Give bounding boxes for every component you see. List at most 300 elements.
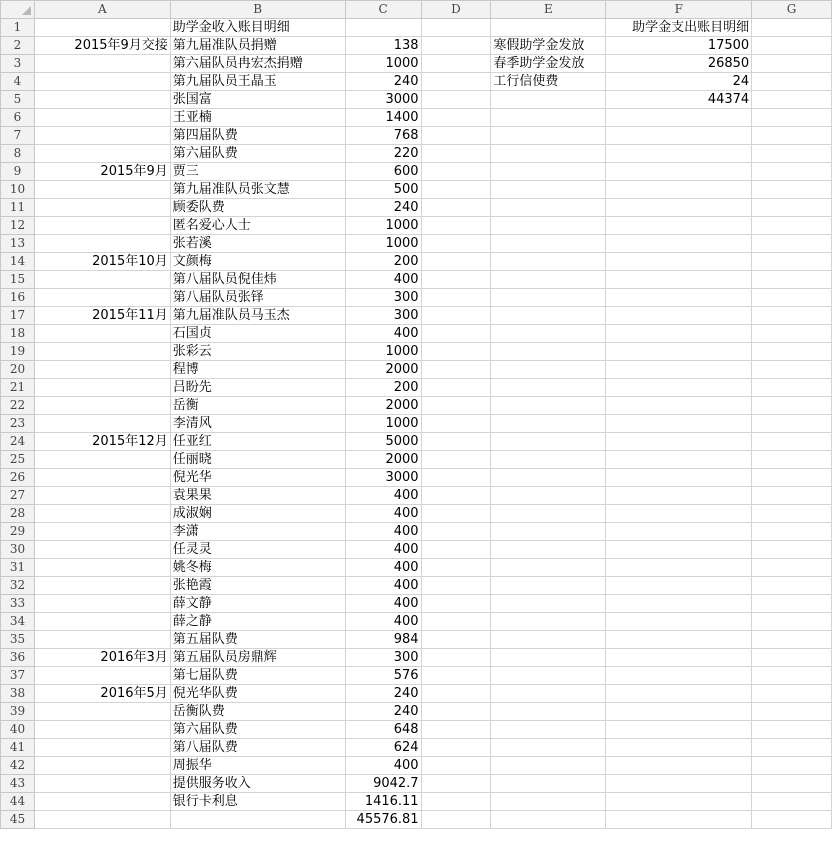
cell-a[interactable]: 2015年11月: [34, 307, 170, 325]
cell-g[interactable]: [752, 667, 832, 685]
cell-d[interactable]: [421, 91, 491, 109]
cell-f[interactable]: 助学金支出账目明细: [606, 19, 752, 37]
cell-f[interactable]: [606, 541, 752, 559]
cell-c[interactable]: 300: [345, 307, 421, 325]
cell-c[interactable]: 400: [345, 325, 421, 343]
cell-g[interactable]: [752, 181, 832, 199]
cell-c[interactable]: 400: [345, 523, 421, 541]
cell-c[interactable]: 2000: [345, 361, 421, 379]
row-header[interactable]: 18: [1, 325, 35, 343]
cell-d[interactable]: [421, 613, 491, 631]
cell-d[interactable]: [421, 253, 491, 271]
cell-b[interactable]: 任灵灵: [170, 541, 345, 559]
cell-g[interactable]: [752, 361, 832, 379]
cell-d[interactable]: [421, 523, 491, 541]
cell-e[interactable]: [491, 667, 606, 685]
cell-g[interactable]: [752, 577, 832, 595]
column-header-d[interactable]: D: [421, 1, 491, 19]
cell-d[interactable]: [421, 469, 491, 487]
row-header[interactable]: 21: [1, 379, 35, 397]
cell-g[interactable]: [752, 685, 832, 703]
cell-g[interactable]: [752, 559, 832, 577]
cell-b[interactable]: 第九届队员王晶玉: [170, 73, 345, 91]
cell-f[interactable]: [606, 757, 752, 775]
cell-g[interactable]: [752, 145, 832, 163]
row-header[interactable]: 38: [1, 685, 35, 703]
cell-a[interactable]: [34, 469, 170, 487]
cell-b[interactable]: 岳衡队费: [170, 703, 345, 721]
cell-b[interactable]: 助学金收入账目明细: [170, 19, 345, 37]
cell-b[interactable]: 倪光华队费: [170, 685, 345, 703]
cell-f[interactable]: [606, 397, 752, 415]
row-header[interactable]: 4: [1, 73, 35, 91]
cell-e[interactable]: [491, 757, 606, 775]
cell-g[interactable]: [752, 631, 832, 649]
cell-f[interactable]: [606, 235, 752, 253]
cell-e[interactable]: [491, 109, 606, 127]
cell-f[interactable]: [606, 649, 752, 667]
cell-g[interactable]: [752, 253, 832, 271]
cell-b[interactable]: 第八届队员张铎: [170, 289, 345, 307]
cell-g[interactable]: [752, 433, 832, 451]
row-header[interactable]: 23: [1, 415, 35, 433]
cell-d[interactable]: [421, 109, 491, 127]
cell-e[interactable]: 寒假助学金发放: [491, 37, 606, 55]
cell-c[interactable]: 3000: [345, 91, 421, 109]
cell-f[interactable]: [606, 127, 752, 145]
cell-a[interactable]: 2016年3月: [34, 649, 170, 667]
row-header[interactable]: 13: [1, 235, 35, 253]
cell-c[interactable]: 400: [345, 595, 421, 613]
cell-a[interactable]: [34, 145, 170, 163]
row-header[interactable]: 28: [1, 505, 35, 523]
cell-e[interactable]: [491, 523, 606, 541]
cell-c[interactable]: 768: [345, 127, 421, 145]
cell-g[interactable]: [752, 199, 832, 217]
row-header[interactable]: 8: [1, 145, 35, 163]
cell-f[interactable]: [606, 469, 752, 487]
cell-e[interactable]: [491, 811, 606, 829]
cell-b[interactable]: 张若溪: [170, 235, 345, 253]
cell-g[interactable]: [752, 469, 832, 487]
cell-b[interactable]: 第八届队员倪佳炜: [170, 271, 345, 289]
cell-c[interactable]: 1000: [345, 343, 421, 361]
cell-g[interactable]: [752, 271, 832, 289]
cell-e[interactable]: [491, 721, 606, 739]
row-header[interactable]: 36: [1, 649, 35, 667]
cell-a[interactable]: [34, 199, 170, 217]
select-all-corner[interactable]: [1, 1, 35, 19]
cell-a[interactable]: [34, 235, 170, 253]
cell-c[interactable]: 240: [345, 685, 421, 703]
cell-c[interactable]: 624: [345, 739, 421, 757]
cell-b[interactable]: 薛之静: [170, 613, 345, 631]
cell-g[interactable]: [752, 487, 832, 505]
cell-a[interactable]: [34, 127, 170, 145]
column-header-c[interactable]: C: [345, 1, 421, 19]
row-header[interactable]: 32: [1, 577, 35, 595]
cell-c[interactable]: 1000: [345, 415, 421, 433]
row-header[interactable]: 39: [1, 703, 35, 721]
cell-g[interactable]: [752, 523, 832, 541]
cell-d[interactable]: [421, 73, 491, 91]
cell-a[interactable]: [34, 703, 170, 721]
cell-d[interactable]: [421, 37, 491, 55]
cell-d[interactable]: [421, 775, 491, 793]
row-header[interactable]: 35: [1, 631, 35, 649]
cell-b[interactable]: 岳衡: [170, 397, 345, 415]
cell-a[interactable]: [34, 811, 170, 829]
cell-g[interactable]: [752, 415, 832, 433]
cell-d[interactable]: [421, 271, 491, 289]
cell-d[interactable]: [421, 685, 491, 703]
cell-a[interactable]: 2015年10月: [34, 253, 170, 271]
cell-d[interactable]: [421, 181, 491, 199]
cell-c[interactable]: 220: [345, 145, 421, 163]
cell-e[interactable]: [491, 559, 606, 577]
row-header[interactable]: 9: [1, 163, 35, 181]
cell-b[interactable]: 第四届队费: [170, 127, 345, 145]
cell-d[interactable]: [421, 415, 491, 433]
cell-c[interactable]: 1400: [345, 109, 421, 127]
cell-e[interactable]: [491, 433, 606, 451]
cell-e[interactable]: 春季助学金发放: [491, 55, 606, 73]
cell-e[interactable]: [491, 739, 606, 757]
cell-c[interactable]: 2000: [345, 397, 421, 415]
cell-d[interactable]: [421, 667, 491, 685]
column-header-e[interactable]: E: [491, 1, 606, 19]
cell-f[interactable]: 44374: [606, 91, 752, 109]
cell-b[interactable]: 成淑娴: [170, 505, 345, 523]
cell-b[interactable]: 张彩云: [170, 343, 345, 361]
cell-e[interactable]: [491, 163, 606, 181]
cell-f[interactable]: [606, 523, 752, 541]
cell-g[interactable]: [752, 127, 832, 145]
row-header[interactable]: 2: [1, 37, 35, 55]
cell-f[interactable]: [606, 739, 752, 757]
cell-b[interactable]: 周振华: [170, 757, 345, 775]
cell-d[interactable]: [421, 649, 491, 667]
cell-d[interactable]: [421, 541, 491, 559]
cell-b[interactable]: 银行卡利息: [170, 793, 345, 811]
cell-d[interactable]: [421, 577, 491, 595]
cell-d[interactable]: [421, 631, 491, 649]
row-header[interactable]: 30: [1, 541, 35, 559]
cell-c[interactable]: 240: [345, 703, 421, 721]
cell-g[interactable]: [752, 343, 832, 361]
cell-e[interactable]: [491, 253, 606, 271]
column-header-a[interactable]: A: [34, 1, 170, 19]
cell-a[interactable]: [34, 613, 170, 631]
cell-a[interactable]: [34, 415, 170, 433]
row-header[interactable]: 16: [1, 289, 35, 307]
row-header[interactable]: 19: [1, 343, 35, 361]
cell-f[interactable]: [606, 595, 752, 613]
cell-d[interactable]: [421, 595, 491, 613]
cell-f[interactable]: [606, 505, 752, 523]
row-header[interactable]: 37: [1, 667, 35, 685]
cell-a[interactable]: [34, 775, 170, 793]
cell-g[interactable]: [752, 595, 832, 613]
row-header[interactable]: 40: [1, 721, 35, 739]
cell-d[interactable]: [421, 217, 491, 235]
cell-f[interactable]: [606, 793, 752, 811]
cell-a[interactable]: [34, 541, 170, 559]
cell-c[interactable]: 400: [345, 541, 421, 559]
cell-d[interactable]: [421, 793, 491, 811]
cell-d[interactable]: [421, 343, 491, 361]
cell-a[interactable]: [34, 451, 170, 469]
cell-e[interactable]: [491, 541, 606, 559]
cell-d[interactable]: [421, 361, 491, 379]
cell-a[interactable]: [34, 271, 170, 289]
column-header-f[interactable]: F: [606, 1, 752, 19]
row-header[interactable]: 3: [1, 55, 35, 73]
cell-f[interactable]: [606, 487, 752, 505]
cell-a[interactable]: [34, 397, 170, 415]
cell-f[interactable]: [606, 811, 752, 829]
cell-c[interactable]: 200: [345, 253, 421, 271]
cell-e[interactable]: 工行信使费: [491, 73, 606, 91]
cell-e[interactable]: [491, 91, 606, 109]
cell-b[interactable]: 第五届队员房鼎辉: [170, 649, 345, 667]
cell-a[interactable]: [34, 595, 170, 613]
cell-f[interactable]: [606, 631, 752, 649]
cell-a[interactable]: [34, 343, 170, 361]
cell-f[interactable]: [606, 703, 752, 721]
cell-e[interactable]: [491, 775, 606, 793]
cell-e[interactable]: [491, 451, 606, 469]
cell-b[interactable]: 石国贞: [170, 325, 345, 343]
cell-c[interactable]: 1000: [345, 55, 421, 73]
cell-a[interactable]: [34, 361, 170, 379]
cell-e[interactable]: [491, 199, 606, 217]
cell-a[interactable]: 2016年5月: [34, 685, 170, 703]
row-header[interactable]: 20: [1, 361, 35, 379]
cell-d[interactable]: [421, 145, 491, 163]
cell-g[interactable]: [752, 811, 832, 829]
cell-b[interactable]: 第六届队费: [170, 145, 345, 163]
cell-e[interactable]: [491, 397, 606, 415]
cell-e[interactable]: [491, 595, 606, 613]
cell-c[interactable]: 2000: [345, 451, 421, 469]
cell-c[interactable]: 648: [345, 721, 421, 739]
cell-e[interactable]: [491, 325, 606, 343]
cell-b[interactable]: 匿名爱心人士: [170, 217, 345, 235]
cell-e[interactable]: [491, 19, 606, 37]
cell-f[interactable]: [606, 145, 752, 163]
cell-d[interactable]: [421, 325, 491, 343]
row-header[interactable]: 33: [1, 595, 35, 613]
cell-b[interactable]: 顾委队费: [170, 199, 345, 217]
cell-a[interactable]: [34, 631, 170, 649]
cell-f[interactable]: [606, 253, 752, 271]
cell-b[interactable]: 文颜梅: [170, 253, 345, 271]
cell-e[interactable]: [491, 469, 606, 487]
cell-f[interactable]: [606, 217, 752, 235]
cell-g[interactable]: [752, 91, 832, 109]
cell-b[interactable]: [170, 811, 345, 829]
cell-d[interactable]: [421, 379, 491, 397]
cell-g[interactable]: [752, 739, 832, 757]
cell-e[interactable]: [491, 181, 606, 199]
cell-c[interactable]: 240: [345, 199, 421, 217]
cell-c[interactable]: 45576.81: [345, 811, 421, 829]
cell-a[interactable]: [34, 109, 170, 127]
row-header[interactable]: 27: [1, 487, 35, 505]
cell-f[interactable]: 17500: [606, 37, 752, 55]
cell-d[interactable]: [421, 163, 491, 181]
cell-e[interactable]: [491, 793, 606, 811]
cell-c[interactable]: 138: [345, 37, 421, 55]
cell-f[interactable]: [606, 667, 752, 685]
cell-g[interactable]: [752, 721, 832, 739]
row-header[interactable]: 12: [1, 217, 35, 235]
cell-g[interactable]: [752, 505, 832, 523]
cell-a[interactable]: [34, 55, 170, 73]
cell-f[interactable]: 24: [606, 73, 752, 91]
cell-a[interactable]: [34, 739, 170, 757]
row-header[interactable]: 24: [1, 433, 35, 451]
row-header[interactable]: 25: [1, 451, 35, 469]
row-header[interactable]: 11: [1, 199, 35, 217]
cell-c[interactable]: 400: [345, 613, 421, 631]
cell-e[interactable]: [491, 631, 606, 649]
cell-f[interactable]: [606, 433, 752, 451]
row-header[interactable]: 31: [1, 559, 35, 577]
cell-g[interactable]: [752, 37, 832, 55]
cell-a[interactable]: [34, 505, 170, 523]
cell-b[interactable]: 薛文静: [170, 595, 345, 613]
row-header[interactable]: 41: [1, 739, 35, 757]
cell-c[interactable]: [345, 19, 421, 37]
cell-g[interactable]: [752, 289, 832, 307]
cell-f[interactable]: [606, 559, 752, 577]
cell-b[interactable]: 第九届准队员捐赠: [170, 37, 345, 55]
cell-d[interactable]: [421, 55, 491, 73]
cell-g[interactable]: [752, 109, 832, 127]
cell-f[interactable]: [606, 721, 752, 739]
cell-d[interactable]: [421, 721, 491, 739]
cell-g[interactable]: [752, 379, 832, 397]
cell-a[interactable]: [34, 91, 170, 109]
row-header[interactable]: 7: [1, 127, 35, 145]
cell-f[interactable]: [606, 613, 752, 631]
cell-a[interactable]: [34, 559, 170, 577]
cell-c[interactable]: 400: [345, 559, 421, 577]
cell-b[interactable]: 第七届队费: [170, 667, 345, 685]
cell-a[interactable]: [34, 19, 170, 37]
cell-b[interactable]: 任亚红: [170, 433, 345, 451]
cell-f[interactable]: [606, 109, 752, 127]
row-header[interactable]: 14: [1, 253, 35, 271]
cell-g[interactable]: [752, 217, 832, 235]
cell-d[interactable]: [421, 505, 491, 523]
cell-a[interactable]: 2015年9月交接: [34, 37, 170, 55]
cell-f[interactable]: [606, 577, 752, 595]
cell-b[interactable]: 姚冬梅: [170, 559, 345, 577]
cell-c[interactable]: 400: [345, 577, 421, 595]
cell-b[interactable]: 第五届队费: [170, 631, 345, 649]
cell-c[interactable]: 1416.11: [345, 793, 421, 811]
cell-f[interactable]: [606, 451, 752, 469]
cell-g[interactable]: [752, 757, 832, 775]
cell-a[interactable]: [34, 325, 170, 343]
cell-a[interactable]: [34, 577, 170, 595]
cell-a[interactable]: [34, 181, 170, 199]
cell-g[interactable]: [752, 163, 832, 181]
cell-e[interactable]: [491, 685, 606, 703]
cell-c[interactable]: 240: [345, 73, 421, 91]
cell-e[interactable]: [491, 505, 606, 523]
cell-f[interactable]: [606, 685, 752, 703]
cell-d[interactable]: [421, 487, 491, 505]
cell-b[interactable]: 张国富: [170, 91, 345, 109]
cell-b[interactable]: 程博: [170, 361, 345, 379]
cell-g[interactable]: [752, 649, 832, 667]
cell-f[interactable]: [606, 199, 752, 217]
cell-d[interactable]: [421, 703, 491, 721]
cell-d[interactable]: [421, 307, 491, 325]
cell-d[interactable]: [421, 451, 491, 469]
cell-b[interactable]: 贾三: [170, 163, 345, 181]
cell-f[interactable]: [606, 181, 752, 199]
cell-g[interactable]: [752, 235, 832, 253]
cell-b[interactable]: 王亚楠: [170, 109, 345, 127]
cell-c[interactable]: 300: [345, 649, 421, 667]
cell-e[interactable]: [491, 613, 606, 631]
cell-d[interactable]: [421, 235, 491, 253]
cell-f[interactable]: [606, 325, 752, 343]
cell-f[interactable]: [606, 379, 752, 397]
cell-d[interactable]: [421, 199, 491, 217]
cell-g[interactable]: [752, 55, 832, 73]
cell-e[interactable]: [491, 361, 606, 379]
row-header[interactable]: 43: [1, 775, 35, 793]
cell-a[interactable]: [34, 793, 170, 811]
cell-g[interactable]: [752, 775, 832, 793]
cell-g[interactable]: [752, 397, 832, 415]
cell-e[interactable]: [491, 289, 606, 307]
cell-c[interactable]: 500: [345, 181, 421, 199]
cell-g[interactable]: [752, 793, 832, 811]
cell-g[interactable]: [752, 19, 832, 37]
cell-b[interactable]: 任丽晓: [170, 451, 345, 469]
cell-c[interactable]: 300: [345, 289, 421, 307]
cell-a[interactable]: [34, 523, 170, 541]
cell-f[interactable]: [606, 307, 752, 325]
cell-d[interactable]: [421, 739, 491, 757]
cell-b[interactable]: 第八届队费: [170, 739, 345, 757]
cell-c[interactable]: 5000: [345, 433, 421, 451]
column-header-g[interactable]: G: [752, 1, 832, 19]
cell-c[interactable]: 400: [345, 757, 421, 775]
cell-e[interactable]: [491, 649, 606, 667]
cell-a[interactable]: [34, 73, 170, 91]
cell-e[interactable]: [491, 145, 606, 163]
cell-b[interactable]: 李潇: [170, 523, 345, 541]
cell-c[interactable]: 3000: [345, 469, 421, 487]
cell-c[interactable]: 600: [345, 163, 421, 181]
cell-d[interactable]: [421, 757, 491, 775]
cell-b[interactable]: 吕盼先: [170, 379, 345, 397]
row-header[interactable]: 22: [1, 397, 35, 415]
row-header[interactable]: 34: [1, 613, 35, 631]
cell-c[interactable]: 576: [345, 667, 421, 685]
cell-e[interactable]: [491, 487, 606, 505]
cell-b[interactable]: 李清风: [170, 415, 345, 433]
cell-d[interactable]: [421, 559, 491, 577]
